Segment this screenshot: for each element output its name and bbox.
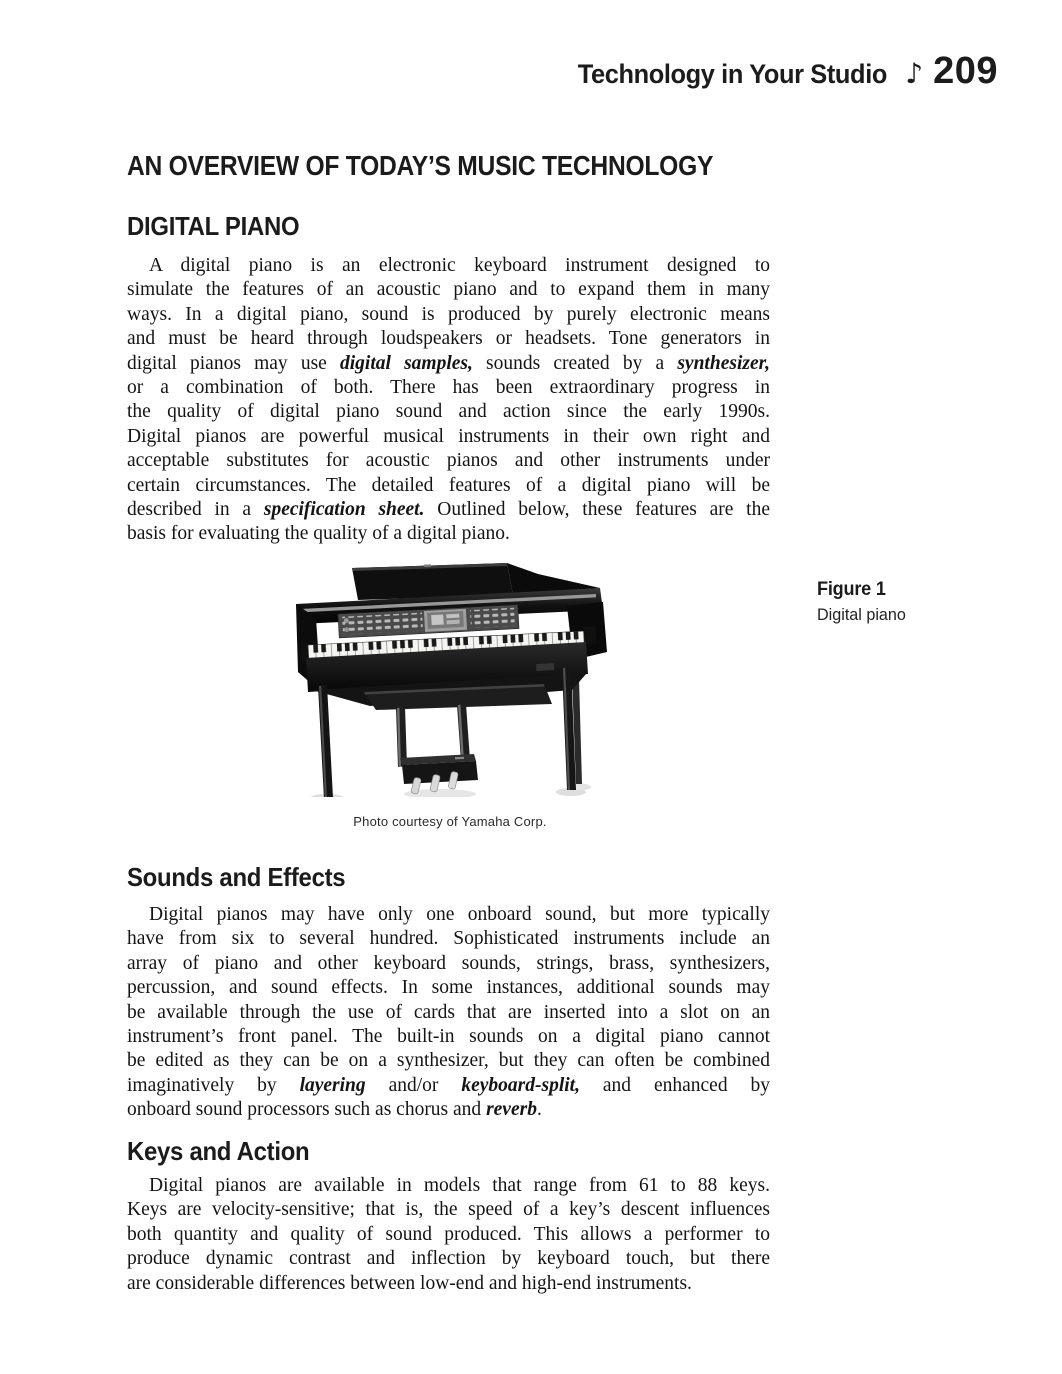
emphasized-term: specification sheet. (263, 498, 425, 520)
text-line: be edited as they can be on a synthesizer, but they can often be combined (127, 1050, 770, 1072)
heading-keys-action: Keys and Action (127, 1136, 310, 1166)
emphasized-term: keyboard-split, (461, 1074, 580, 1096)
paragraph-keys-action (127, 1174, 770, 1296)
text-line: digital pianos may use digital samples, sounds created by a synthesizer, (127, 352, 770, 374)
text-line: have from six to several hundred. Sophisticated instruments include an (127, 928, 770, 950)
text-line: percussion, and sound effects. In some instances, additional sounds may (127, 977, 770, 999)
text-line: array of piano and other keyboard sounds, strings, brass, synthesizers, (127, 952, 770, 974)
figure-caption: Digital piano (817, 605, 906, 624)
text-line: instrument’s front panel. The built-in sounds on a digital piano cannot (127, 1025, 770, 1047)
emphasized-term: digital samples, (339, 352, 473, 374)
text-line: both quantity and quality of sound produced. This allows a performer to (127, 1223, 770, 1245)
text-line: certain circumstances. The detailed features of a digital piano will be (127, 474, 770, 496)
text-line: Keys are velocity-sensitive; that is, the speed of a key’s descent influences (127, 1199, 770, 1221)
emphasized-term: synthesizer, (677, 352, 770, 374)
text-line: simulate the features of an acoustic piano and to expand them in many (127, 279, 770, 301)
photo-credit: Photo courtesy of Yamaha Corp. (353, 814, 547, 829)
text-line: produce dynamic contrast and inflection by keyboard touch, but there (127, 1248, 770, 1270)
figure-label: Figure 1 (817, 579, 886, 600)
digital-piano-photo (290, 552, 610, 797)
text-line: imaginatively by layering and/or keyboard-split, and enhanced by (127, 1074, 770, 1096)
emphasized-term: layering (299, 1074, 366, 1096)
running-head-title: Technology in Your Studio (577, 59, 888, 89)
figure-note (817, 579, 906, 625)
text-line: described in a specification sheet. Outlined below, these features are the (127, 498, 771, 520)
text-line: basis for evaluating the quality of a digital piano. (127, 523, 510, 545)
text-line: acceptable substitutes for acoustic pianos and other instruments under (127, 450, 770, 472)
eighth-note-icon: ♪ (905, 57, 924, 90)
heading-digital-piano: DIGITAL PIANO (127, 211, 300, 241)
text-line: be available through the use of cards that are inserted into a slot on an (127, 1001, 770, 1023)
page-header (558, 50, 998, 93)
text-line: onboard sound processors such as chorus and reverb. (127, 1099, 542, 1121)
emphasized-term: reverb (486, 1099, 537, 1121)
paragraph-digital-piano (127, 254, 770, 547)
heading-overview: AN OVERVIEW OF TODAY’S MUSIC TECHNOLOGY (127, 150, 714, 181)
heading-sounds-effects: Sounds and Effects (127, 862, 346, 892)
text-line: and must be heard through loudspeakers or headsets. Tone generators in (127, 328, 770, 350)
text-line: Digital pianos are available in models that range from 61 to 88 keys. (149, 1175, 770, 1196)
paragraph-sounds-effects (127, 903, 770, 1123)
text-line: Digital pianos may have only one onboard sound, but more typically (149, 904, 770, 925)
text-line: the quality of digital piano sound and action since the early 1990s. (127, 401, 770, 423)
page-number: 209 (933, 50, 998, 92)
text-line: or a combination of both. There has been extraordinary progress in (127, 376, 770, 398)
text-line: Digital pianos are powerful musical instruments in their own right and (127, 425, 770, 447)
text-line: are considerable differences between low-end and high-end instruments. (127, 1272, 692, 1294)
figure-digital-piano (290, 552, 610, 829)
text-line: ways. In a digital piano, sound is produced by purely electronic means (127, 303, 770, 325)
text-line: A digital piano is an electronic keyboard instrument designed to (149, 255, 770, 276)
